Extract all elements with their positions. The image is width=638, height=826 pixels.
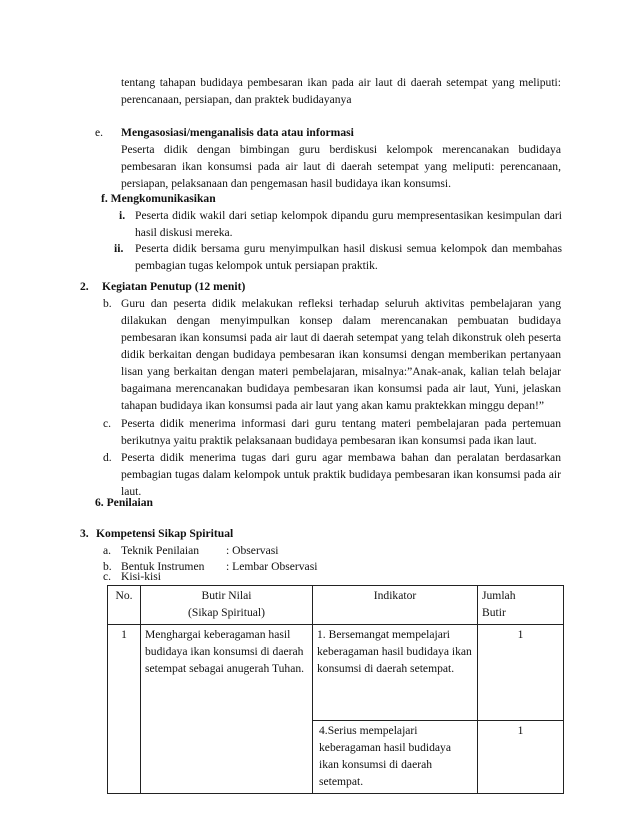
header-no: No. — [108, 586, 141, 625]
section-2-item-label: c. — [103, 417, 112, 430]
section-e-label: e. — [95, 126, 104, 139]
section-f-item-label: ii. — [114, 242, 124, 255]
section-3-item-key: Bentuk Instrumen — [121, 560, 205, 573]
section-3-item-value: : Lembar Observasi — [226, 560, 318, 573]
section-2-item: Peserta didik menerima informasi dari guru tentang materi pembelajaran pada pertemuan berikutnya yaitu praktik pelaksanaan budidaya pembesaran ikan konsumsi pada ikan laut. — [121, 417, 561, 447]
cell-jumlah: 1 — [478, 721, 564, 794]
section-3-item-value: : Observasi — [226, 544, 279, 557]
section-3-item-key: Kisi-kisi — [121, 570, 161, 583]
section-2-item-label: d. — [103, 451, 112, 464]
section-f-item: Peserta didik bersama guru menyimpulkan hasil diskusi semua kelompok dan membahas pembagian tugas kelompok untuk persiapan praktik. — [135, 242, 562, 272]
table-row — [108, 625, 564, 721]
intro-paragraph: tentang tahapan budidaya pembesaran ikan pada air laut di daerah setempat yang meliputi: perencanaan, persiapan, dan praktek budidayanya — [121, 76, 561, 106]
cell-no: 1 — [108, 625, 141, 794]
section-f-item-label: i. — [119, 209, 126, 222]
cell-indikator: 1. Bersemangat mempelajari keberagaman hasil budidaya ikan konsumsi di daerah setempat. — [313, 625, 478, 721]
section-f-title: f. Mengkomunikasikan — [101, 192, 216, 205]
header-jumlah-butir: Jumlah Butir — [478, 586, 564, 625]
kisi-kisi-table — [107, 585, 564, 794]
section-3-item-key: Teknik Penilaian — [121, 544, 200, 557]
cell-jumlah: 1 — [478, 625, 564, 721]
section-e-title: Mengasosiasi/menganalisis data atau informasi — [121, 126, 354, 139]
section-f-item: Peserta didik wakil dari setiap kelompok dipandu guru mempresentasikan kesimpulan dari hasil diskusi mereka. — [135, 209, 562, 239]
section-3-title: Kompetensi Sikap Spiritual — [96, 527, 234, 540]
section-2-item: Guru dan peserta didik melakukan refleksi terhadap seluruh aktivitas pembelajaran yang dilakukan dengan menyimpulkan konsep dalam merencanakan pembuatan budidaya pembesaran ikan konsumsi pada air laut di daerah setempat yang telah dikonstruk oleh peserta didik berkaitan dengan budidaya pembesaran ikan konsumsi dengan memberikan pertanyaan lisan yang berkaitan dengan materi pembelajaran, misalnya:”Anak-anak, kalian telah belajar bagaimana merencanakan budidaya pembesaran ikan konsumsi pada air laut, Yuni, jelaskan tahapan budidaya ikan konsumsi pada air laut yang akan kamu praktekkan minggu depan!” — [121, 297, 561, 412]
section-3-number: 3. — [80, 527, 89, 540]
section-2-item: Peserta didik menerima tugas dari guru agar membawa bahan dan peralatan berdasarkan pembagian tugas dalam kelompok untuk praktik budidaya pembesaran ikan konsumsi pada air laut. — [121, 451, 561, 498]
section-e-paragraph: Peserta didik dengan bimbingan guru berdiskusi kelompok merencanakan budidaya pembesaran ikan konsumsi pada air laut di daerah setempat yang meliputi: perencanaan, persiapan, pelaksanaan dan pengemasan hasil budidaya ikan konsumsi. — [121, 143, 561, 190]
section-2-item-label: b. — [103, 297, 112, 310]
section-3-item-label: b. — [103, 560, 112, 573]
header-indikator: Indikator — [313, 586, 478, 625]
section-3-item-label: c. — [103, 570, 112, 583]
section-3-item-label: a. — [103, 544, 112, 557]
section-2-number: 2. — [80, 280, 89, 293]
table-header-row — [108, 586, 564, 625]
section-2-title: Kegiatan Penutup (12 menit) — [102, 280, 246, 293]
section-6-title: 6. Penilaian — [95, 496, 153, 509]
header-butir-nilai: Butir Nilai (Sikap Spiritual) — [141, 586, 313, 625]
cell-butir: Menghargai keberagaman hasil budidaya ikan konsumsi di daerah setempat sebagai anugerah Tuhan. — [141, 625, 313, 794]
cell-indikator: 4.Serius mempelajari keberagaman hasil budidaya ikan konsumsi di daerah setempat. — [313, 721, 478, 794]
